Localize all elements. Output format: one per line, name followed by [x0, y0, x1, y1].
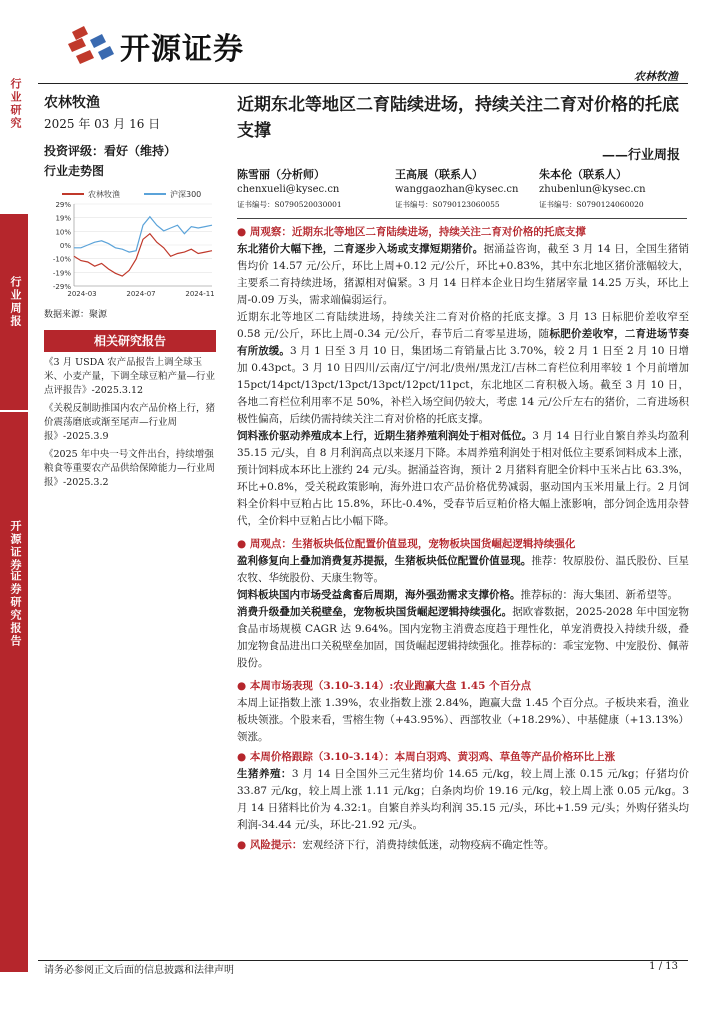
investment-rating: 投资评级：看好（维持） [44, 144, 177, 158]
author-2 [395, 167, 518, 212]
paragraph: 近期东北等地区二育陆续进场，持续关注二育对价格的托底支撑。3 月 13 日标肥价差收窄至 0.58 元/公斤，环比上周-0.34 元/公斤，春节后二育零星进场，随标肥价差收窄，二育进场节奏有所放缓。3 月 1 日至 3 月 10 日，集团场二育销量占比 3.70%，较 2 月 1 日至 2 月 10 日增加 0.43pct。3 月 10 日四川/云南/辽宁/河北/贵州/黑龙江/吉林二育栏位利用率较 1 个月前增加 15pct/14pct/13pct/13pct/13pct/12pct/11pct，东北地区二育积极入场。截至 3 月 10 日，各地二育栏位利用率不足 50%，补栏入场空间仍较大，考虑 14 元/公斤左右的猪价，二育进场积极性偏高，后续仍需持续关注二育对价格的托底支撑。 [237, 311, 690, 425]
paragraph: 盈利修复向上叠加消费复苏提振，生猪板块低位配置价值显现。推荐：牧原股份、温氏股份、巨星农牧、华统股份、天康生物等。 [237, 555, 690, 584]
paragraph: 生猪养殖：3 月 14 日全国外三元生猪均价 14.65 元/kg，较上周上涨 0.15 元/kg；仔猪均价 33.87 元/kg，较上周上涨 1.11 元/kg；白条肉均价 19.16 元/kg，较上周上涨 0.05 元/kg。3 月 14 日猪料比价为 4.32:1。自繁自养头均利润 35.15 元/头，环比+1.59 元/头；外购仔猪头均利润-34.44 元/头，环比-21.92 元/头。 [237, 768, 689, 831]
report-title: 近期东北等地区二育陆续进场，持续关注二育对价格的托底支撑 [237, 95, 679, 141]
related-reports-list [44, 356, 220, 494]
trend-chart-svg [44, 186, 216, 306]
author-3 [539, 167, 646, 212]
side-label-research: 行业研究 [9, 78, 22, 130]
report-date: 2025 年 03 月 16 日 [44, 117, 161, 131]
related-report-item[interactable]: 《3 月 USDA 农产品报告上调全球玉米、小麦产量，下调全球豆粕产量—行业点评报告》-2025.3.12 [44, 357, 216, 396]
related-reports-title: 相关研究报告 [44, 330, 216, 352]
y-tick-label: 0% [59, 242, 71, 250]
trend-chart [44, 186, 216, 312]
bullet-icon: ● [237, 538, 250, 550]
bullet-icon: ● [237, 839, 250, 851]
author-cert: 证书编号：S0790124060020 [539, 200, 644, 209]
related-report-item[interactable]: 《2025 年中央一号文件出台，持续增强粮食等重要农产品供给保障能力—行业周报》-2025.3.2 [44, 449, 216, 488]
y-tick-label: -29% [52, 283, 71, 291]
y-tick-label: 10% [55, 228, 71, 237]
authors-block [237, 167, 687, 217]
x-tick-label: 2024-11 [185, 290, 215, 298]
risk-paragraph: ● 风险提示：宏观经济下行，消费持续低迷，动物疫病不确定性等。 [237, 839, 555, 851]
section-title-view: ● 周观点：生猪板块低位配置价值显现，宠物板块国货崛起逻辑持续强化 [237, 538, 576, 550]
paragraph: 消费升级叠加关税壁垒，宠物板块国货崛起逻辑持续强化。据欧睿数据，2025-2028 年中国宠物食品市场规模 CAGR 达 9.64%。国内宠物主消费态度趋于理性化，单宠消费投入持续升级，叠加宠物食品进出口关税壁垒加固，国货崛起逻辑持续强化。推荐标的：乖宝宠物、中宠股份、佩蒂股份。 [237, 606, 689, 669]
series-line [74, 217, 212, 252]
y-tick-label: -10% [52, 255, 71, 264]
author-name: 陈雪丽（分析师） [237, 168, 325, 181]
series-line [74, 234, 212, 276]
section-title-observation: ● 周观察：近期东北等地区二育陆续进场，持续关注二育对价格的托底支撑 [237, 226, 586, 238]
legend-label: 农林牧渔 [88, 190, 120, 199]
author-name: 王高展（联系人） [395, 168, 483, 181]
header-divider [38, 83, 688, 84]
paragraph: 东北猪价大幅下挫，二育逐步入场或支撑短期猪价。据涌益咨询，截至 3 月 14 日，全国生猪销售均价 14.57 元/公斤，环比上周+0.12 元/公斤，环比+0.83%，其中东北地区猪价涨幅较大，主要系二育持续进场，猪源相对偏紧。3 月 14 日样本企业日均生猪屠宰量 14.25 万头，环比上周-0.09 万头，需求端偏弱运行。 [237, 243, 689, 306]
page-number: 1 / 13 [649, 961, 678, 972]
x-tick-label: 2024-03 [67, 290, 97, 298]
author-name: 朱本伦（联系人） [539, 168, 627, 181]
header-industry-tag: 农林牧渔 [634, 70, 678, 83]
author-1 [237, 167, 342, 212]
side-strip-bottom [0, 412, 28, 972]
authors-divider [237, 218, 687, 219]
author-cert: 证书编号：S0790520030001 [237, 200, 342, 209]
author-email[interactable]: zhubenlun@kysec.cn [539, 184, 646, 195]
trend-title: 行业走势图 [44, 164, 105, 178]
bullet-icon: ● [237, 680, 250, 692]
side-label-report: 证券研究报告 [9, 570, 22, 648]
logo-text: 开源证券 [120, 32, 244, 67]
report-subtitle: ——行业周报 [601, 148, 680, 163]
side-label-company: 开源证券 [9, 520, 22, 572]
side-label-weekly: 行业周报 [9, 276, 22, 328]
bullet-icon: ● [237, 226, 250, 238]
author-cert: 证书编号：S0790123060055 [395, 200, 500, 209]
y-tick-label: 29% [55, 201, 71, 209]
author-email[interactable]: chenxueli@kysec.cn [237, 184, 340, 195]
y-tick-label: -19% [52, 269, 71, 278]
report-body [237, 221, 689, 854]
paragraph: 饲料涨价驱动养殖成本上行，近期生猪养殖利润处于相对低位。3 月 14 日行业自繁自养头均盈利 35.15 元/头，自 8 月利润高点以来逐月下降。本周养殖利润处于相对低位主要系饲料成本上涨，预计饲料成本环比上涨约 24 元/头。据涌益咨询，预计 2 月猪料育肥全价料中玉米占比 63.3%，环比+0.8%，受关税政策影响，海外进口农产品价格优势减弱，驱动国内玉米用量上行。2 月饲料全价料中豆粕占比 15.8%，环比-0.4%，受春节后豆粕价格大幅上涨影响，部分饲企选用杂替代，全价料中豆粕占比小幅下降。 [237, 430, 689, 527]
footer-disclaimer[interactable]: 请务必参阅正文后面的信息披露和法律声明 [44, 965, 234, 976]
section-title-market: ● 本周市场表现（3.10-3.14）:农业跑赢大盘 1.45 个百分点 [237, 680, 532, 692]
industry-name: 农林牧渔 [44, 95, 100, 111]
related-report-item[interactable]: 《关税反制助推国内农产品价格上行，猪价震荡磨底或渐至尾声—行业周报》-2025.3.9 [44, 403, 216, 442]
x-tick-label: 2024-07 [126, 290, 156, 298]
paragraph: 本周上证指数上涨 1.39%，农业指数上涨 2.84%，跑赢大盘 1.45 个百分点。子板块来看，渔业板块领涨。个股来看，雪榕生物（+43.95%）、西部牧业（+18.29%）、中基健康（+13.13%）领涨。 [237, 697, 689, 743]
y-tick-label: 19% [55, 214, 71, 223]
section-title-price: ● 本周价格跟踪（3.10-3.14）：本周白羽鸡、黄羽鸡、草鱼等产品价格环比上涨 [237, 751, 616, 763]
paragraph: 饲料板块国内市场受益禽畜后周期，海外强劲需求支撑价格。推荐标的：海大集团、新希望等。 [237, 589, 678, 601]
data-source: 数据来源：聚源 [44, 310, 108, 320]
bullet-icon: ● [237, 751, 250, 763]
author-email[interactable]: wanggaozhan@kysec.cn [395, 184, 519, 195]
legend-label: 沪深300 [170, 190, 202, 199]
